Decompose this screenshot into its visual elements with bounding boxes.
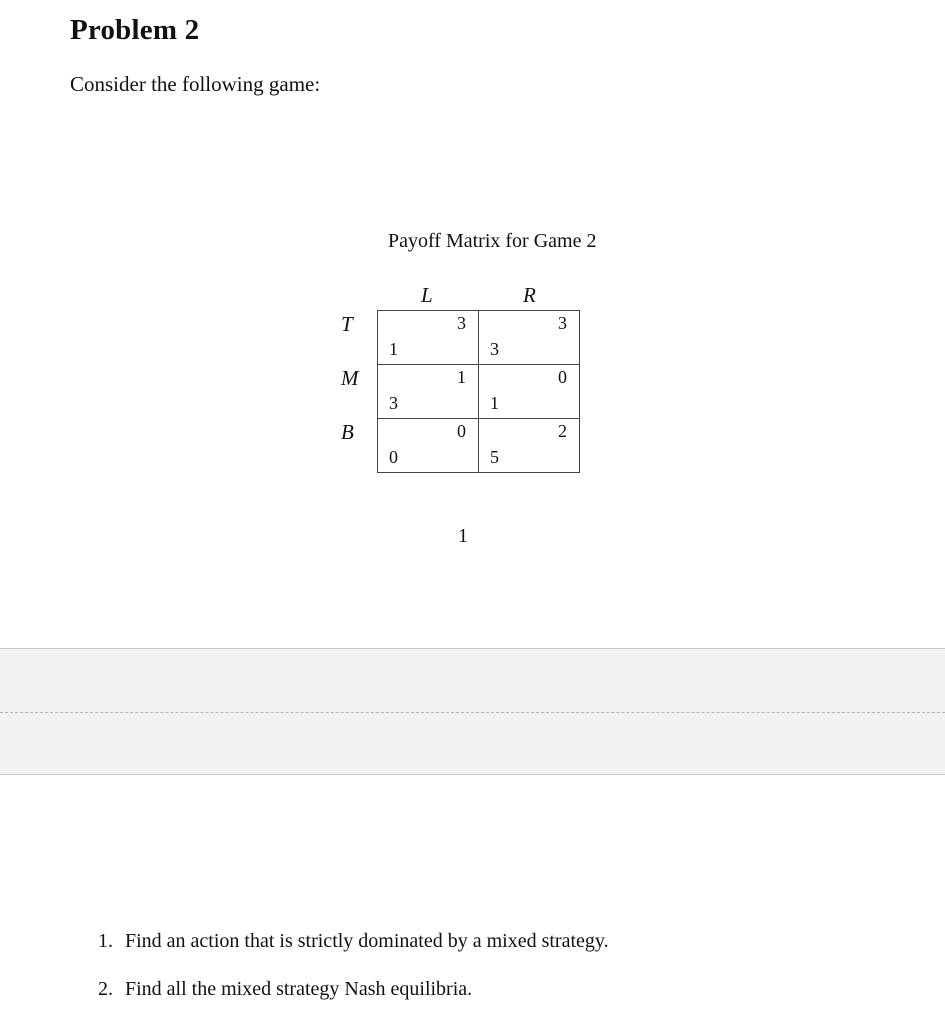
column-player-payoff: 1 bbox=[457, 367, 466, 387]
intro-text: Consider the following game: bbox=[70, 72, 321, 96]
page-break-divider bbox=[0, 712, 945, 713]
row-label-b: B bbox=[341, 420, 354, 444]
row-label-m: M bbox=[341, 366, 359, 390]
cell-b-r bbox=[479, 419, 580, 473]
question-number: 2. bbox=[98, 978, 113, 1000]
question-text: Find all the mixed strategy Nash equilibria. bbox=[125, 978, 473, 1000]
question-text: Find an action that is strictly dominated by a mixed strategy. bbox=[125, 930, 609, 952]
payoff-matrix bbox=[377, 310, 580, 473]
column-player-payoff: 0 bbox=[457, 421, 466, 441]
row-player-payoff: 3 bbox=[389, 393, 398, 413]
cell-m-r bbox=[479, 365, 580, 419]
column-label-r: R bbox=[523, 283, 536, 307]
column-player-payoff: 0 bbox=[558, 367, 567, 387]
cell-m-l bbox=[378, 365, 479, 419]
column-player-payoff: 3 bbox=[457, 313, 466, 333]
cell-t-r bbox=[479, 311, 580, 365]
column-player-payoff: 3 bbox=[558, 313, 567, 333]
row-label-t: T bbox=[341, 312, 353, 336]
cell-t-l bbox=[378, 311, 479, 365]
row-player-payoff: 1 bbox=[389, 339, 398, 359]
column-player-payoff: 2 bbox=[558, 421, 567, 441]
row-player-payoff: 1 bbox=[490, 393, 499, 413]
cell-b-l bbox=[378, 419, 479, 473]
question-item bbox=[98, 930, 609, 953]
column-label-l: L bbox=[421, 283, 433, 307]
row-player-payoff: 0 bbox=[389, 447, 398, 467]
question-list bbox=[98, 930, 609, 1026]
question-item bbox=[98, 978, 609, 1001]
matrix-caption: Payoff Matrix for Game 2 bbox=[388, 230, 597, 252]
page-number: 1 bbox=[458, 525, 468, 547]
row-player-payoff: 3 bbox=[490, 339, 499, 359]
problem-title: Problem 2 bbox=[70, 14, 200, 46]
row-player-payoff: 5 bbox=[490, 447, 499, 467]
question-number: 1. bbox=[98, 930, 113, 952]
